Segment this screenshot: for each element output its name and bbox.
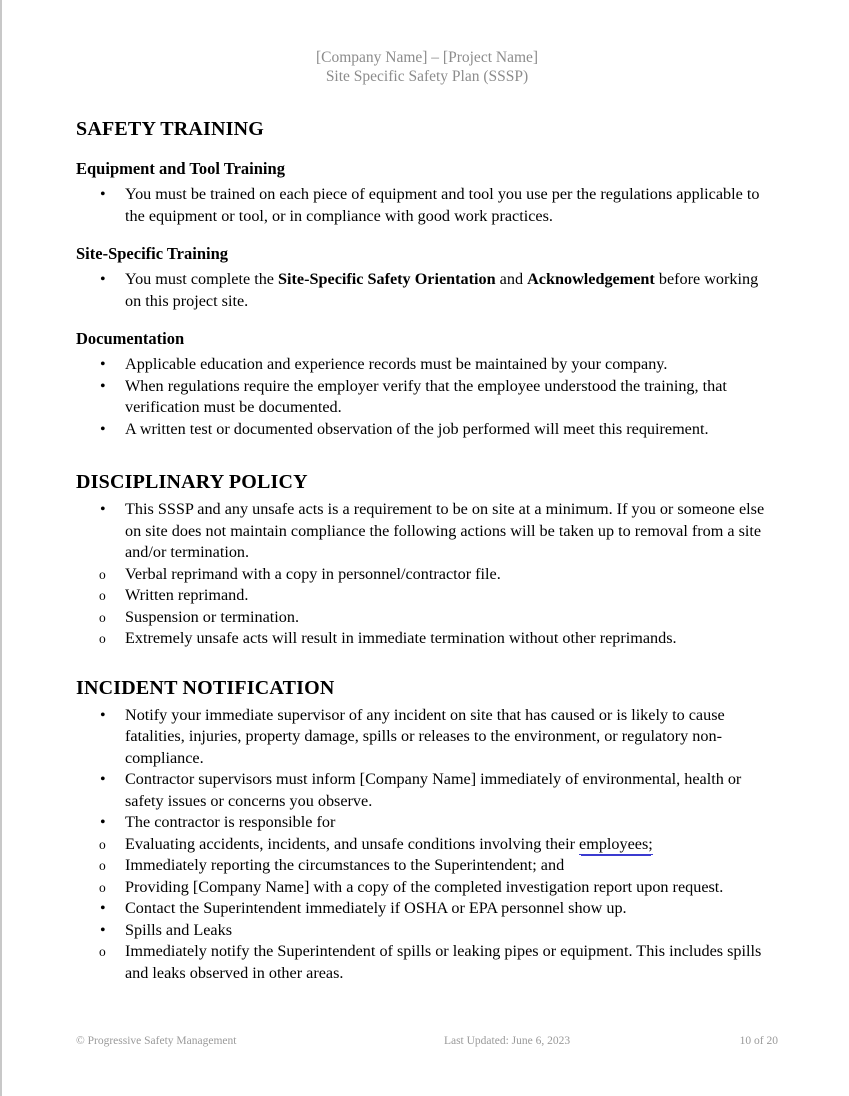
circle-marker-icon: o — [99, 836, 106, 852]
list-item — [76, 499, 778, 564]
list-item-text: This SSSP and any unsafe acts is a requirement to be on site at a minimum. If you or someone else on site does not maintain compliance the following actions will be taken up to removal from a site and/or termination. — [125, 500, 765, 561]
text-run: before working on this project site. — [125, 270, 759, 310]
header-line-company-project: [Company Name] – [Project Name] — [315, 49, 539, 66]
bullet-marker-icon: • — [100, 356, 106, 373]
list-item-text: Spills and Leaks — [125, 920, 233, 939]
circle-marker-icon: o — [99, 879, 106, 895]
header-line-plan-title: Site Specific Safety Plan (SSSP) — [325, 68, 529, 85]
list-item — [76, 855, 778, 877]
text-run: You must complete the — [125, 270, 279, 288]
list-item — [76, 769, 778, 812]
list-item-text: Immediately reporting the circumstances to the Superintendent; and — [125, 856, 565, 874]
bullet-marker-icon: • — [100, 420, 106, 438]
subsection-heading-documentation: Documentation — [76, 329, 185, 348]
list-item — [76, 269, 778, 312]
list-item-text: When regulations require the employer verify that the employee understood the training, that verification must be documented. — [125, 376, 727, 416]
list-item — [76, 564, 778, 586]
list-item-text: Notify your immediate supervisor of any incident on site that has caused or is likely to cause fatalities, injuries, property damage, spills or releases to the environment, or regulatory non-compliance. — [125, 705, 725, 767]
page-content — [76, 0, 778, 984]
list-item — [76, 585, 778, 607]
subsection-heading-site-specific-training: Site-Specific Training — [76, 244, 229, 263]
list-incident-notification-tail — [76, 898, 778, 941]
footer-page-number: 10 of 20 — [739, 1035, 778, 1047]
bullet-marker-icon: • — [100, 271, 106, 288]
text-run-bold-acknowledgement: Acknowledgement — [527, 270, 655, 288]
list-documentation — [76, 354, 778, 440]
list-item — [76, 898, 778, 920]
list-item — [76, 354, 778, 376]
list-site-specific-training — [76, 269, 778, 312]
list-item-text: Verbal reprimand with a copy in personnel/contractor file. — [125, 564, 501, 583]
bullet-marker-icon: • — [100, 706, 106, 724]
list-spills-and-leaks-details — [76, 941, 778, 984]
section-heading-safety-training: SAFETY TRAINING — [76, 118, 265, 140]
list-item-text: Contractor supervisors must inform [Company Name] immediately of environmental, health or safety issues or concerns you observe. — [125, 770, 742, 810]
list-incident-notification — [76, 705, 778, 834]
circle-marker-icon: o — [99, 566, 106, 582]
list-item-text: A written test or documented observation of the job performed will meet this requirement. — [125, 419, 709, 438]
bullet-marker-icon: • — [100, 377, 106, 395]
list-item — [76, 607, 778, 629]
list-disciplinary-policy — [76, 499, 778, 564]
list-item-text: Contact the Superintendent immediately if OSHA or EPA personnel show up. — [125, 899, 627, 917]
bullet-marker-icon: • — [100, 501, 106, 518]
circle-marker-icon: o — [99, 858, 106, 873]
list-item-text: Written reprimand. — [125, 586, 249, 604]
circle-marker-icon: o — [99, 631, 106, 646]
list-item — [76, 877, 778, 899]
list-item — [76, 376, 778, 419]
circle-marker-icon: o — [99, 588, 106, 603]
bullet-marker-icon: • — [100, 771, 106, 788]
list-item — [76, 628, 778, 650]
circle-marker-icon: o — [99, 944, 106, 959]
list-item-text: Suspension or termination. — [125, 607, 299, 626]
bullet-marker-icon: • — [100, 814, 106, 831]
running-header — [76, 0, 778, 86]
list-item-text — [125, 270, 758, 310]
text-run: Evaluating accidents, incidents, and unsafe conditions involving their — [125, 834, 580, 853]
list-item — [76, 705, 778, 770]
subsection-heading-equipment-and-tool-training: Equipment and Tool Training — [76, 159, 285, 178]
list-item-text: You must be trained on each piece of equipment and tool you use per the regulations applicable to the equipment or tool, or in compliance with good work practices. — [125, 185, 760, 225]
list-item-text — [125, 835, 653, 855]
list-item-text: Applicable education and experience records must be maintained by your company. — [125, 355, 668, 373]
list-contractor-responsibilities — [76, 834, 778, 899]
footer-last-updated: Last Updated: June 6, 2023 — [443, 1035, 571, 1047]
list-item — [76, 920, 778, 942]
list-item-text: The contractor is responsible for — [125, 813, 336, 831]
list-item — [76, 834, 778, 856]
bullet-marker-icon: • — [100, 921, 106, 939]
list-item — [76, 419, 778, 441]
footer-copyright: © Progressive Safety Management — [76, 1035, 237, 1047]
section-heading-incident-notification: INCIDENT NOTIFICATION — [76, 676, 335, 699]
spellcheck-flagged-text: employees; — [579, 834, 653, 853]
bullet-marker-icon: • — [100, 900, 106, 917]
text-run: and — [495, 270, 528, 288]
list-item-text: Providing [Company Name] with a copy of the completed investigation report upon request. — [125, 877, 724, 896]
list-disciplinary-actions — [76, 564, 778, 650]
bullet-marker-icon: • — [100, 186, 106, 203]
running-footer — [76, 1034, 778, 1048]
list-item — [76, 812, 778, 834]
circle-marker-icon: o — [99, 609, 106, 625]
list-item-text: Immediately notify the Superintendent of spills or leaking pipes or equipment. This includes spills and leaks observed in other areas. — [125, 942, 762, 982]
list-item — [76, 941, 778, 984]
list-item-text: Extremely unsafe acts will result in immediate termination without other reprimands. — [125, 629, 677, 647]
text-run-bold-orientation: Site-Specific Safety Orientation — [278, 270, 496, 288]
list-item — [76, 184, 778, 227]
list-equipment-and-tool-training — [76, 184, 778, 227]
section-heading-disciplinary-policy: DISCIPLINARY POLICY — [76, 471, 308, 493]
